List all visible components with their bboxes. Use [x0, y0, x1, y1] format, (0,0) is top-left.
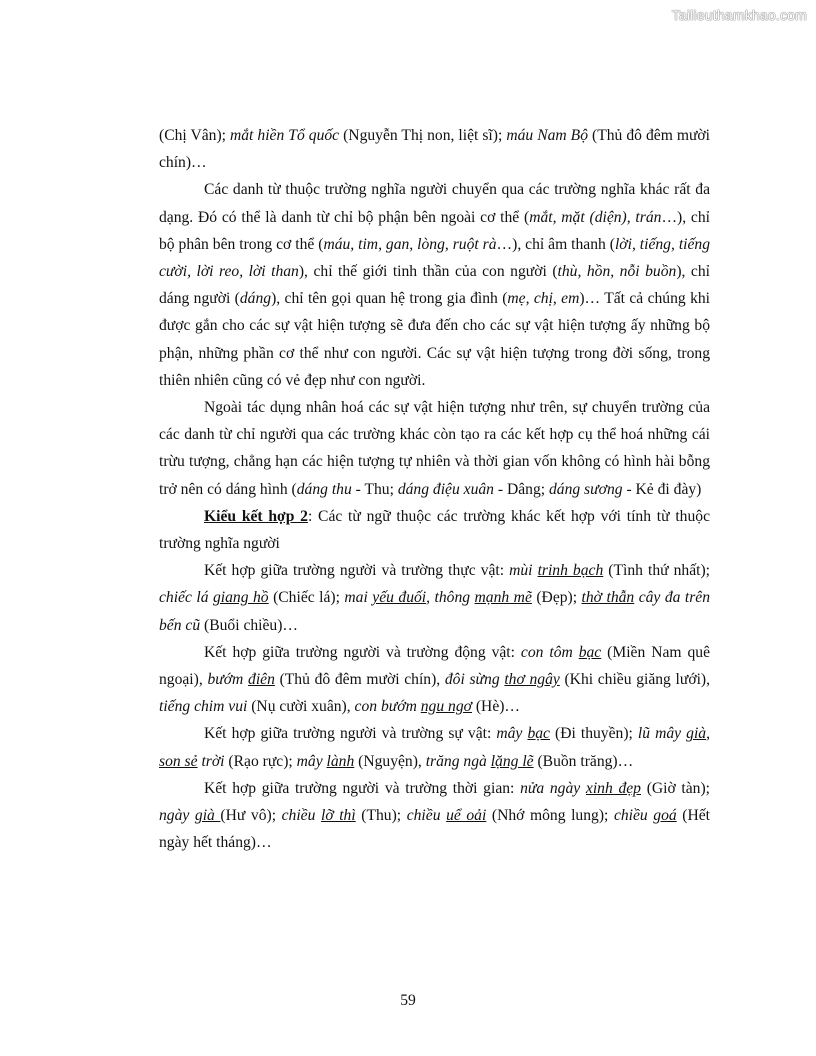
example: dáng thu	[296, 480, 352, 498]
text: (Chiếc lá);	[268, 589, 345, 607]
example-underlined: điên	[248, 671, 275, 689]
text: (Nguyễn Thị non, liệt sĩ);	[339, 127, 507, 144]
text: )… Tất cả chúng khi được gắn cho các sự vật hiện tượng sẽ đưa đến cho các sự vật hiện tượng ấy những bộ phận, những phần cơ thể như con người. Các sự vật hiện tượng trong đời sống, trong thiên nhiên cũng có vẻ đẹp như con người.	[159, 290, 710, 389]
text: (Thủ đô đêm mười chín)…	[159, 127, 711, 172]
text: Kết hợp giữa trường người và trường thời gian:	[204, 779, 521, 797]
example: mắt hiền Tổ quốc	[230, 127, 340, 144]
example-underlined: mạnh mẽ	[474, 589, 532, 607]
text: - Thu;	[351, 480, 398, 498]
example: mùi	[509, 562, 538, 580]
example: nửa ngày	[520, 779, 586, 797]
example: chiều	[281, 807, 321, 825]
text: (Hư vô);	[220, 807, 282, 825]
text: (Chị Vân);	[159, 127, 230, 144]
text: - Kẻ đi đày)	[622, 480, 702, 498]
example: mai	[344, 589, 373, 607]
document-body	[159, 122, 710, 856]
example-underlined: lặng lẽ	[490, 752, 534, 770]
text: Kết hợp giữa trường người và trường thực vật:	[204, 562, 510, 580]
example-underlined: giang hồ	[213, 589, 269, 607]
example: máu Nam Bộ	[506, 127, 588, 144]
text: …), chỉ âm thanh (	[496, 235, 615, 253]
example-underlined: son sẻ	[159, 752, 198, 770]
example: ,	[426, 589, 435, 607]
text: (Hết ngày hết tháng)…	[159, 807, 710, 852]
example-underlined: già	[686, 725, 707, 743]
text: (Hè)…	[471, 698, 521, 716]
text: (Buồn trăng)…	[533, 752, 634, 770]
example: mắt, mặt (diện), trán	[529, 208, 662, 226]
text: (Thủ đô đêm mười chín),	[274, 671, 445, 689]
text: Kết hợp giữa trường người và trường sự vật:	[204, 725, 497, 743]
example-underlined: thơ ngây	[504, 671, 560, 689]
text: (Miền Nam quê ngoại),	[159, 643, 710, 689]
paragraph-4	[159, 503, 710, 557]
example-underlined: bạc	[527, 725, 550, 743]
paragraph-7	[159, 720, 710, 774]
example: chiều	[406, 807, 447, 825]
text: Kết hợp giữa trường người và trường động vật:	[204, 643, 521, 661]
example: ngày	[159, 807, 195, 825]
example: con bướm	[354, 698, 421, 716]
example-underlined: xinh đẹp	[585, 779, 641, 797]
page-number: 59	[400, 992, 416, 1009]
text: Ngoài tác dụng nhân hoá các sự vật hiện tượng như trên, sự chuyển trường của các danh từ chỉ người qua các trường khác còn tạo ra các kết hợp cụ thể hoá những cái trừu tượng, chẳng hạn các hiện tượng tự nhiên và thời gian vốn không có hình hài bỗng trở nên có dáng hình (	[159, 399, 710, 498]
text: Các danh từ thuộc trường nghĩa người chuyển qua các trường nghĩa khác rất đa dạng. Đó có thể là danh từ chỉ bộ phận bên ngoài cơ thể (	[159, 181, 710, 226]
text: (Nhớ mông lung);	[486, 807, 614, 825]
paragraph-6	[159, 639, 710, 721]
example: trăng ngà	[425, 752, 491, 770]
text: (Buổi chiều)…	[200, 616, 299, 634]
paragraph-3	[159, 394, 710, 503]
example: bướm	[207, 671, 249, 689]
section-heading: Kiểu kết hợp 2	[204, 507, 308, 525]
paragraph-5	[159, 557, 710, 639]
example: trời	[197, 752, 225, 770]
example: thông	[434, 589, 475, 607]
text: (Tình thứ nhất);	[603, 562, 710, 580]
example-underlined: thờ thẫn	[581, 589, 635, 607]
example-underlined: lỡ thì	[320, 807, 356, 825]
example: chiếc lá	[159, 589, 213, 607]
text: ), chỉ dáng người (	[159, 263, 710, 308]
text: (Nguyện),	[354, 752, 426, 770]
example-underlined: bạc	[578, 643, 602, 661]
text: ), chỉ thế giới tinh thần của con người (	[298, 263, 558, 281]
text: (Nụ cười xuân),	[247, 698, 355, 716]
text: (Giờ tàn);	[640, 779, 711, 797]
text: : Các từ ngữ thuộc các trường khác kết hợp với tính từ thuộc trường nghĩa người	[159, 507, 710, 553]
text: - Dâng;	[493, 480, 549, 498]
example-underlined: ngu ngơ	[420, 698, 472, 716]
example: đôi sừng	[444, 671, 505, 689]
example-underlined: yếu đuối	[372, 589, 427, 607]
example: dáng	[239, 290, 272, 308]
text: (Thu);	[355, 807, 407, 825]
example-underlined: lành	[326, 752, 355, 770]
text: (Đẹp);	[531, 589, 582, 607]
text: …), chỉ bộ phân bên trong cơ thể (	[159, 208, 710, 253]
text: (Đi thuyền);	[549, 725, 638, 743]
example: con tôm	[520, 643, 579, 661]
example: máu, tim, gan, lòng, ruột rà	[323, 235, 497, 253]
example: dáng sương	[548, 480, 623, 498]
example: lời, tiếng, tiếng cười, lời reo, lời than	[159, 235, 710, 281]
example: mây	[296, 752, 327, 770]
paragraph-2	[159, 176, 710, 394]
text: ), chỉ tên gọi quan hệ trong gia đình (	[271, 290, 508, 308]
watermark: Tailieuthamkhao.com	[671, 7, 807, 23]
example: tiếng chim vui	[159, 698, 248, 716]
example: dáng điệu xuân	[397, 480, 494, 498]
example: mẹ, chị, em	[507, 290, 580, 308]
example-underlined: uể oải	[446, 807, 487, 825]
example: ,	[706, 725, 711, 743]
example: cây đa trên bến cũ	[159, 589, 711, 634]
paragraph-1	[159, 122, 710, 176]
example-underlined: trinh bạch	[537, 562, 604, 580]
example-underlined: goá	[653, 807, 677, 825]
example: chiều	[613, 807, 654, 825]
paragraph-8	[159, 775, 710, 857]
example: mây	[496, 725, 528, 743]
example: lũ mây	[637, 725, 687, 743]
text: (Khi chiều giăng lưới),	[559, 671, 710, 689]
example: thù, hồn, nỗi buồn	[557, 263, 677, 281]
text: (Rạo rực);	[224, 752, 297, 770]
example-underlined: già	[194, 807, 221, 825]
